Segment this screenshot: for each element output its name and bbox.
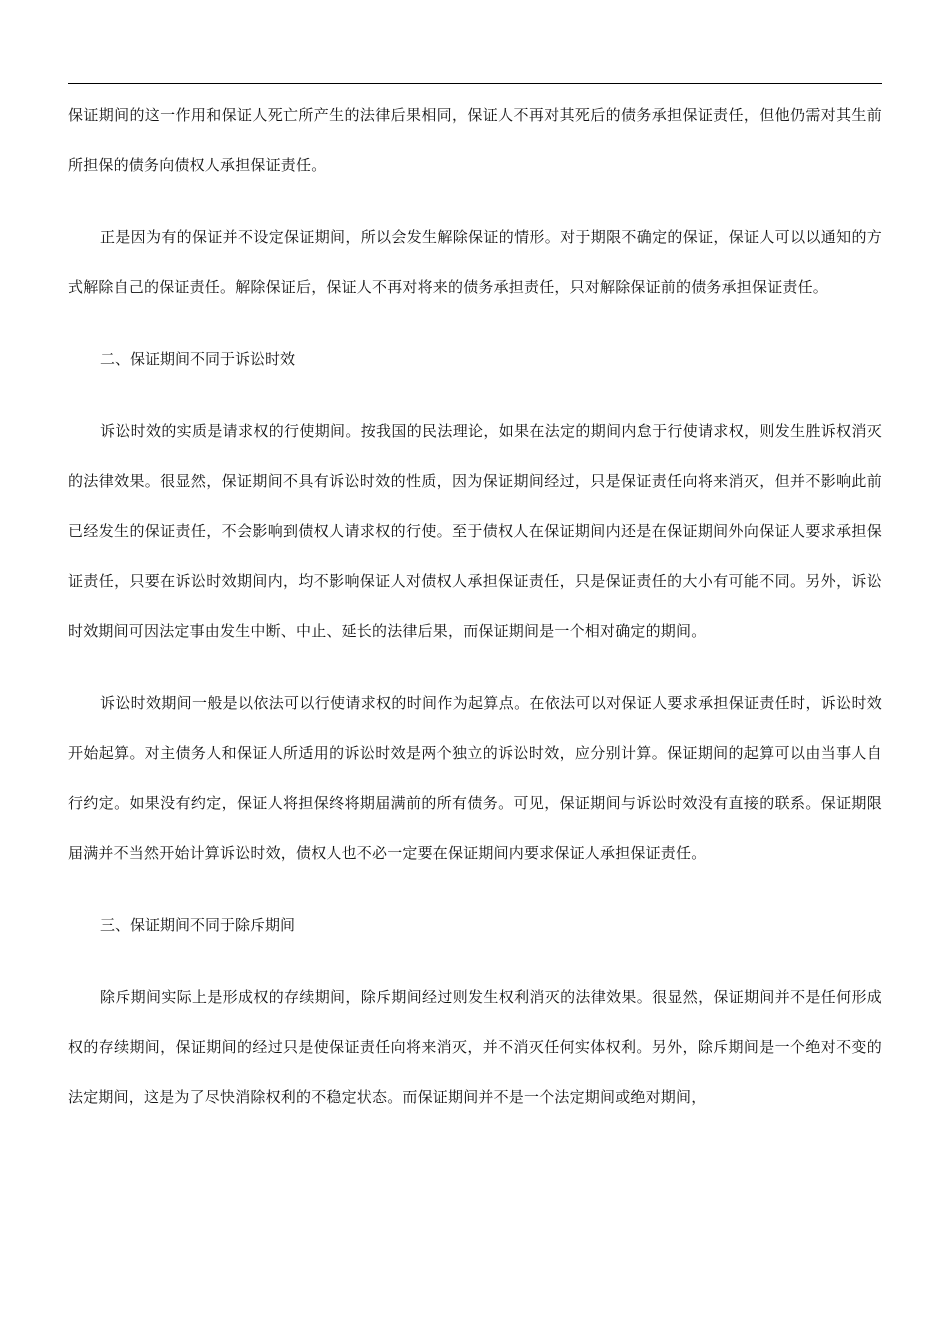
section-heading-3: 三、保证期间不同于除斥期间 [100, 916, 296, 934]
paragraph-exclusion-period: 除斥期间实际上是形成权的存续期间，除斥期间经过则发生权利消灭的法律效果。很显然，保证期间并不是任何形成权的存续期间，保证期间的经过只是使保证责任向将来消灭，并不消灭任何实体权利。另外，除斥期间是一个绝对不变的法定期间，这是为了尽快消除权利的不稳定状态。而保证期间并不是一个法定期间或绝对期间， [68, 988, 882, 1106]
header-rule [68, 83, 882, 84]
document-body [68, 90, 882, 1144]
paragraph-limitation-essence: 诉讼时效的实质是请求权的行使期间。按我国的民法理论，如果在法定的期间内怠于行使请求权，则发生胜诉权消灭的法律效果。很显然，保证期间不具有诉讼时效的性质，因为保证期间经过，只是保证责任向将来消灭，但并不影响此前已经发生的保证责任，不会影响到债权人请求权的行使。至于债权人在保证期间内还是在保证期间外向保证人要求承担保证责任，只要在诉讼时效期间内，均不影响保证人对债权人承担保证责任，只是保证责任的大小有可能不同。另外，诉讼时效期间可因法定事由发生中断、中止、延长的法律后果，而保证期间是一个相对确定的期间。 [68, 422, 882, 640]
paragraph-dissolution: 正是因为有的保证并不设定保证期间，所以会发生解除保证的情形。对于期限不确定的保证，保证人可以以通知的方式解除自己的保证责任。解除保证后，保证人不再对将来的债务承担责任，只对解除保证前的债务承担保证责任。 [68, 228, 882, 296]
paragraph-continuation: 保证期间的这一作用和保证人死亡所产生的法律后果相同，保证人不再对其死后的债务承担保证责任，但他仍需对其生前所担保的债务向债权人承担保证责任。 [68, 106, 882, 174]
paragraph-limitation-start: 诉讼时效期间一般是以依法可以行使请求权的时间作为起算点。在依法可以对保证人要求承担保证责任时，诉讼时效开始起算。对主债务人和保证人所适用的诉讼时效是两个独立的诉讼时效，应分别计算。保证期间的起算可以由当事人自行约定。如果没有约定，保证人将担保终将期届满前的所有债务。可见，保证期间与诉讼时效没有直接的联系。保证期限届满并不当然开始计算诉讼时效，债权人也不必一定要在保证期间内要求保证人承担保证责任。 [68, 694, 882, 862]
section-heading-2: 二、保证期间不同于诉讼时效 [100, 350, 296, 368]
